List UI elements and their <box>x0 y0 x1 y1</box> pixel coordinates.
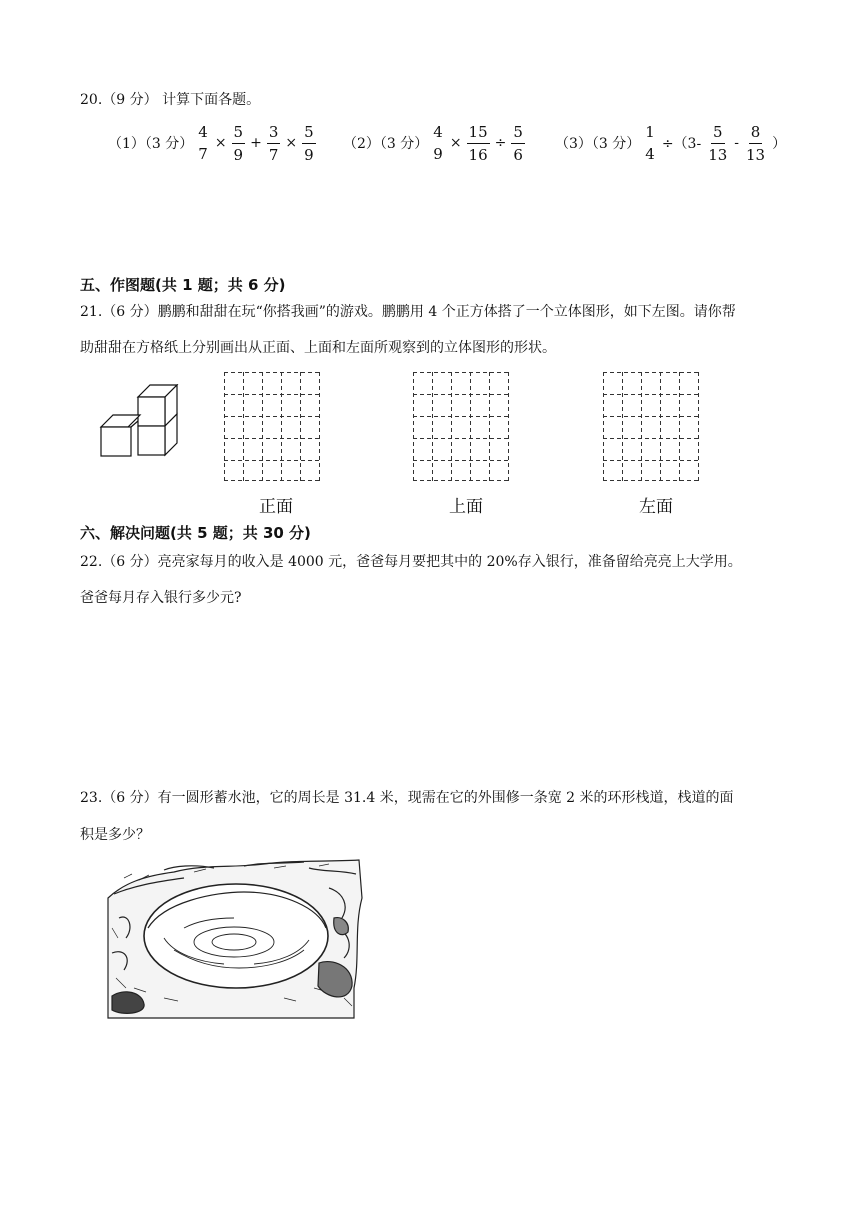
fraction: $\frac{15}{16}$ <box>468 122 488 164</box>
fraction: $\frac{5}{9}$ <box>304 122 314 164</box>
caption-front: 正面 <box>259 497 293 517</box>
fraction: 4 7 <box>198 123 208 163</box>
fraction: $\frac{5}{13}$ <box>708 122 728 164</box>
operator: - <box>734 135 740 151</box>
q22-line1: 22.（6 分）亮亮家每月的收入是 4000 元，爸爸每月要把其中的 20%存入银行，准备留给亮亮上大学用。 <box>80 554 742 570</box>
section-6-title: 六、解决问题(共 5 题；共 30 分) <box>80 524 311 542</box>
grid-front-view[interactable] <box>224 372 320 481</box>
operator: ÷（3- <box>661 136 702 152</box>
caption-left: 左面 <box>639 497 673 517</box>
cube-stack-figure <box>96 384 186 479</box>
q21-line2: 助甜甜在方格纸上分别画出从正面、上面和左面所观察到的立体图形的形状。 <box>80 340 556 356</box>
q21-line1: 21.（6 分）鹏鹏和甜甜在玩“你搭我画”的游戏。鹏鹏用 4 个正方体搭了一个立体图形，如下左图。请你帮 <box>80 304 736 320</box>
q20-part2-label: （2）（3 分） <box>343 136 429 152</box>
section-5-title: 五、作图题(共 1 题；共 6 分) <box>80 276 286 294</box>
operator: × <box>214 135 227 151</box>
q20-part3-label: （3）（3 分） <box>555 136 641 152</box>
fraction: $\frac{3}{7}$ <box>268 122 279 164</box>
q23-line1: 23.（6 分）有一圆形蓄水池，它的周长是 31.4 米，现需在它的外围修一条宽 2 米的环形栈道，栈道的面 <box>80 790 734 806</box>
caption-top: 上面 <box>449 497 483 517</box>
operator: ） <box>772 136 787 152</box>
fraction: 1 4 <box>645 123 655 163</box>
operator: + <box>250 135 262 151</box>
q23-line2: 积是多少？ <box>80 827 150 843</box>
operator: × <box>449 135 462 151</box>
operator: × <box>285 135 298 151</box>
fraction: $\frac{5}{9}$ <box>233 122 244 164</box>
q20-part1-label: （1）（3 分） <box>108 136 194 152</box>
fraction: $\frac{5}{6}$ <box>513 122 523 164</box>
q22-line2: 爸爸每月存入银行多少元? <box>80 590 242 606</box>
operator: ÷ <box>494 135 507 151</box>
q20-part2 <box>343 113 528 173</box>
q20-title: 20.（9 分） 计算下面各题。 <box>80 92 261 108</box>
grid-left-view[interactable] <box>603 372 699 481</box>
grid-top-view[interactable] <box>413 372 509 481</box>
q20-part3 <box>555 113 788 173</box>
fraction: 4 9 <box>433 123 443 163</box>
pond-illustration <box>104 858 366 1020</box>
q20-part1 <box>108 113 319 173</box>
fraction: $\frac{8}{13}$ <box>746 122 766 164</box>
